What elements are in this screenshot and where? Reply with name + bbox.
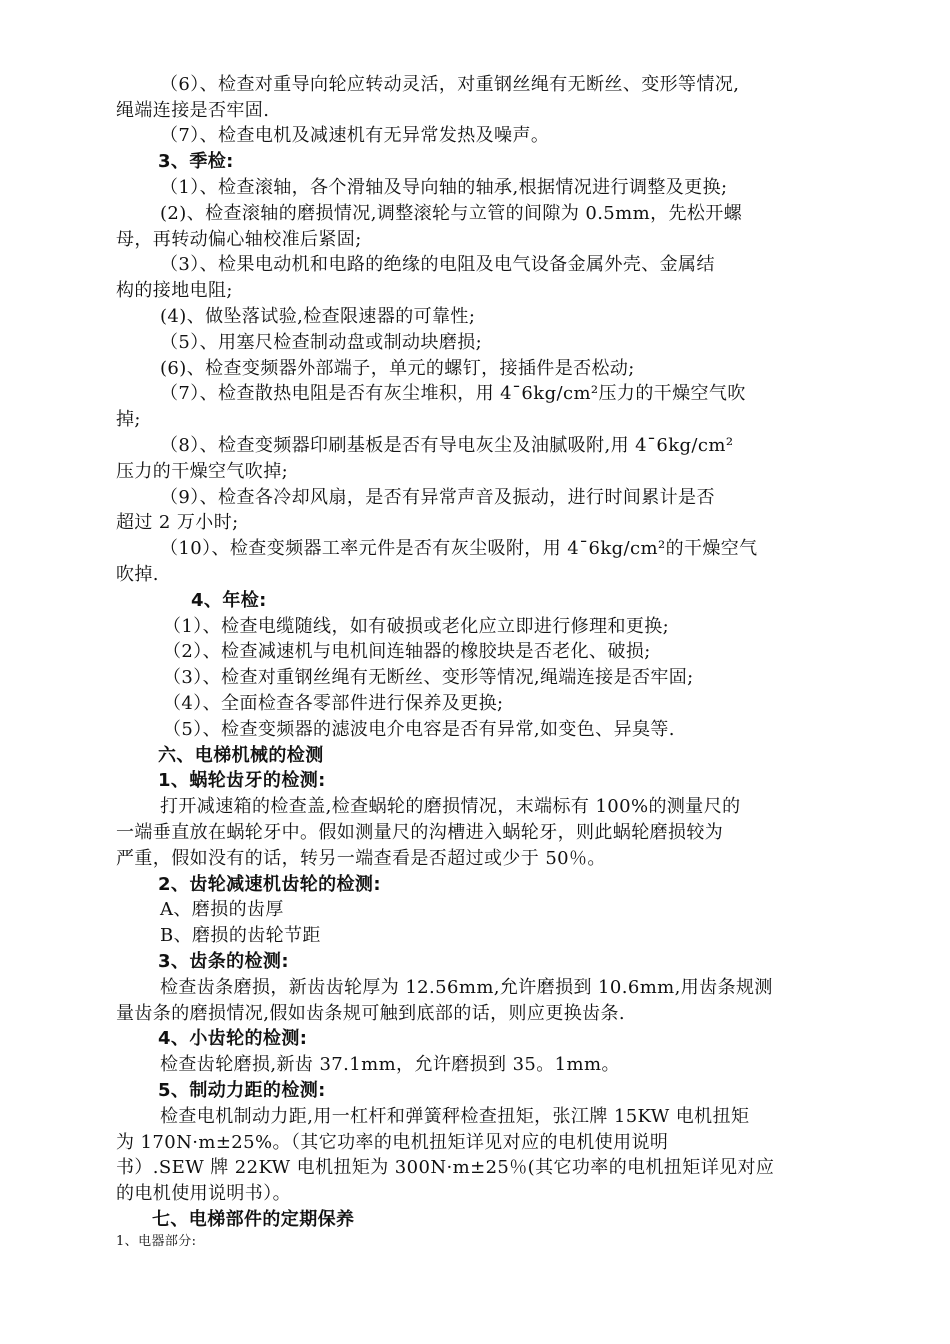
text-line: B、磨损的齿轮节距 xyxy=(160,925,321,946)
text-line: 一端垂直放在蜗轮牙中。假如测量尺的沟槽进入蜗轮牙，则此蜗轮磨损较为 xyxy=(116,822,724,843)
text-line: (6)、检查变频器外部端子，单元的螺钉，接插件是否松动; xyxy=(160,358,635,379)
text-line: （3）、检查对重钢丝绳有无断丝、变形等情况,绳端连接是否牢固; xyxy=(163,667,694,688)
text-line: 吹掉. xyxy=(116,564,159,585)
text-line: （5）、检查变频器的滤波电介电容是否有异常,如变色、异臭等. xyxy=(163,719,675,740)
section-heading: 1、蜗轮齿牙的检测: xyxy=(158,770,326,791)
text-line: 打开减速箱的检查盖,检查蜗轮的磨损情况，末端标有 100%的测量尺的 xyxy=(160,796,741,817)
text-line: （9）、检查各冷却风扇，是否有异常声音及振动，进行时间累计是否 xyxy=(160,487,715,508)
text-line: 构的接地电阻; xyxy=(116,280,233,301)
text-line: (4)、做坠落试验,检查限速器的可靠性; xyxy=(160,306,476,327)
section-heading: 2、齿轮减速机齿轮的检测: xyxy=(158,874,381,895)
section-heading: 3、齿条的检测: xyxy=(158,951,289,972)
section-heading: 4、小齿轮的检测: xyxy=(158,1028,308,1049)
text-line: （3）、检果电动机和电路的绝缘的电阻及电气设备金属外壳、金属结 xyxy=(160,254,715,275)
section-heading: 3、季检: xyxy=(158,151,234,172)
text-line: (2)、检查滚轴的磨损情况,调整滚轮与立管的间隙为 0.5mm，先松开螺 xyxy=(160,203,743,224)
chapter-heading: 六、电梯机械的检测 xyxy=(158,745,324,766)
text-line: 为 170N·m±25%。（其它功率的电机扭矩详见对应的电机使用说明 xyxy=(116,1132,669,1153)
chapter-heading: 七、电梯部件的定期保养 xyxy=(152,1209,355,1230)
text-line: （10）、检查变频器工率元件是否有灰尘吸附，用 4¯6kg/cm²的干燥空气 xyxy=(160,538,758,559)
section-heading: 5、制动力距的检测: xyxy=(158,1080,326,1101)
text-line: 超过 2 万小时; xyxy=(116,512,239,533)
text-line: （1）、检查电缆随线，如有破损或老化应立即进行修理和更换; xyxy=(163,616,670,637)
text-line: （4）、全面检查各零部件进行保养及更换; xyxy=(163,693,504,714)
text-line: （6）、检查对重导向轮应转动灵活，对重钢丝绳有无断丝、变形等情况, xyxy=(160,74,740,95)
text-line: 的电机使用说明书）。 xyxy=(116,1183,291,1204)
text-line: 量齿条的磨损情况,假如齿条规可触到底部的话，则应更换齿条. xyxy=(116,1003,626,1024)
text-line: 绳端连接是否牢固. xyxy=(116,100,270,121)
text-line: （2）、检查减速机与电机间连轴器的橡胶块是否老化、破损; xyxy=(163,641,651,662)
subsection-label: 1、电器部分: xyxy=(116,1234,197,1249)
text-line: 压力的干燥空气吹掉; xyxy=(116,461,289,482)
text-line: （1）、检查滚轴，各个滑轴及导向轴的轴承,根据情况进行调整及更换; xyxy=(160,177,728,198)
text-line: （7）、检查电机及减速机有无异常发热及噪声。 xyxy=(160,125,550,146)
text-line: A、磨损的齿厚 xyxy=(160,899,284,920)
text-line: 书）.SEW 牌 22KW 电机扭矩为 300N·m±25％(其它功率的电机扭矩详见对应 xyxy=(116,1157,775,1178)
text-line: （8）、检查变频器印刷基板是否有导电灰尘及油腻吸附,用 4¯6kg/cm² xyxy=(160,435,734,456)
text-line: 掉; xyxy=(116,409,141,430)
text-line: 母，再转动偏心轴校准后紧固; xyxy=(116,229,362,250)
text-line: 检查齿条磨损，新齿齿轮厚为 12.56mm,允许磨损到 10.6mm,用齿条规测 xyxy=(160,977,773,998)
text-line: （5）、用塞尺检查制动盘或制动块磨损; xyxy=(160,332,483,353)
text-line: （7）、检查散热电阻是否有灰尘堆积，用 4¯6kg/cm²压力的干燥空气吹 xyxy=(160,383,746,404)
text-line: 检查齿轮磨损,新齿 37.1mm，允许磨损到 35。1mm。 xyxy=(160,1054,620,1075)
text-line: 严重，假如没有的话，转另一端查看是否超过或少于 50％。 xyxy=(116,848,606,869)
section-heading: 4、年检: xyxy=(191,590,267,611)
text-line: 检查电机制动力距,用一杠杆和弹簧秤检查扭矩，张江牌 15KW 电机扭矩 xyxy=(160,1106,750,1127)
